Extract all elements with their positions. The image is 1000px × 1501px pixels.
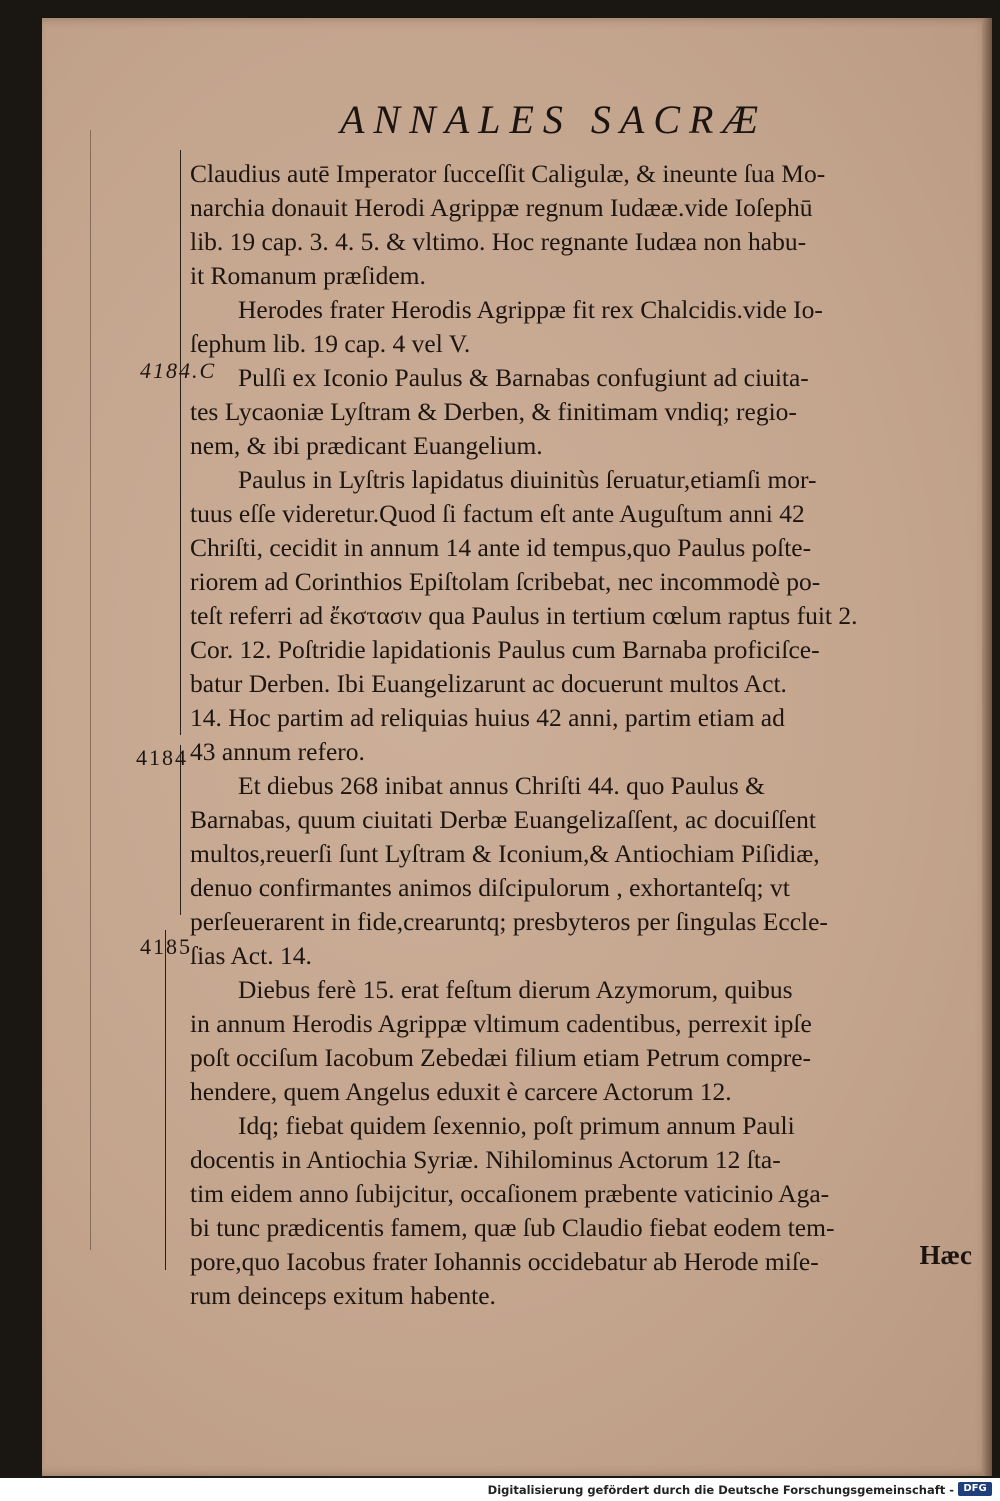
text-line: teſt referri ad ἔκστασιν qua Paulus in tertium cœlum raptus fuit 2. bbox=[190, 601, 858, 630]
text-line: ſephum lib. 19 cap. 4 vel V. bbox=[190, 329, 471, 358]
text-line: Barnabas, quum ciuitati Derbæ Euangelizaſſent, ac docuiſſent bbox=[190, 805, 816, 834]
text-line: rum deinceps exitum habente. bbox=[190, 1281, 496, 1310]
text-line: in annum Herodis Agrippæ vltimum cadentibus, perrexit ipſe bbox=[190, 1009, 812, 1038]
margin-rule bbox=[165, 930, 166, 1270]
text-line: hendere, quem Angelus eduxit è carcere Actorum 12. bbox=[190, 1077, 732, 1106]
text-line: batur Derben. Ibi Euangelizarunt ac docuerunt multos Act. bbox=[190, 669, 787, 698]
text-line: docentis in Antiochia Syriæ. Nihilominus Actorum 12 ſta- bbox=[190, 1145, 781, 1174]
running-head: ANNALES SACRÆ bbox=[340, 97, 768, 142]
text-line: Cor. 12. Poſtridie lapidationis Paulus cum Barnaba proficiſce- bbox=[190, 635, 820, 664]
footer-credit: Digitalisierung gefördert durch die Deutsche Forschungsgemeinschaft - bbox=[487, 1483, 954, 1497]
text-line: Chriſti, cecidit in annum 14 ante id tempus,quo Paulus poſte- bbox=[190, 533, 812, 562]
margin-rule bbox=[180, 150, 181, 735]
dfg-logo: DFG bbox=[958, 1482, 992, 1496]
text-line: tes Lycaoniæ Lyſtram & Derben, & finitimam vndiq; regio- bbox=[190, 397, 797, 426]
text-line: 14. Hoc partim ad reliquias huius 42 anni, partim etiam ad bbox=[190, 703, 785, 732]
text-line: multos,reuerſi ſunt Lyſtram & Iconium,& Antiochiam Piſidiæ, bbox=[190, 839, 820, 868]
text-line: tim eidem anno ſubijcitur, occaſionem præbente vaticinio Aga- bbox=[190, 1179, 830, 1208]
text-line: narchia donauit Herodi Agrippæ regnum Iudææ.vide Ioſephū bbox=[190, 193, 813, 222]
text-line: 43 annum refero. bbox=[190, 737, 365, 766]
margin-note-year: 4184.C bbox=[140, 358, 217, 383]
text-line: denuo confirmantes animos diſcipulorum , exhortanteſq; vt bbox=[190, 873, 790, 902]
text-line: pore,quo Iacobus frater Iohannis occidebatur ab Herode miſe- bbox=[190, 1247, 819, 1276]
text-line: it Romanum præſidem. bbox=[190, 261, 426, 290]
text-line: bi tunc prædicentis famem, quæ ſub Claudio fiebat eodem tem- bbox=[190, 1213, 835, 1242]
outer-margin-rule bbox=[90, 130, 91, 1250]
page-edge bbox=[982, 18, 992, 1476]
text-line: tuus eſſe videretur.Quod ſi factum eſt ante Auguſtum anni 42 bbox=[190, 499, 805, 528]
text-line: Claudius autē Imperator ſucceſſit Caligulæ, & ineunte ſua Mo- bbox=[190, 159, 826, 188]
text-line: Paulus in Lyſtris lapidatus diuinitùs ſeruatur,etiamſi mor- bbox=[238, 465, 817, 494]
text-line: perſeuerarent in fide,crearuntq; presbyteros per ſingulas Eccle- bbox=[190, 907, 828, 936]
text-line: Et diebus 268 inibat annus Chriſti 44. quo Paulus & bbox=[238, 771, 765, 800]
text-line: Diebus ferè 15. erat feſtum dierum Azymorum, quibus bbox=[238, 975, 793, 1004]
catchword: Hæc bbox=[919, 1240, 972, 1270]
text-line: riorem ad Corinthios Epiſtolam ſcribebat, nec incommodè po- bbox=[190, 567, 821, 596]
text-line: Pulſi ex Iconio Paulus & Barnabas confugiunt ad ciuita- bbox=[238, 363, 809, 392]
text-line: Herodes frater Herodis Agrippæ fit rex Chalcidis.vide Io- bbox=[238, 295, 823, 324]
text-line: ſias Act. 14. bbox=[190, 941, 312, 970]
text-line: nem, & ibi prædicant Euangelium. bbox=[190, 431, 543, 460]
body-text bbox=[190, 157, 935, 1313]
text-line: lib. 19 cap. 3. 4. 5. & vltimo. Hoc regnante Iudæa non habu- bbox=[190, 227, 807, 256]
text-line: Idq; fiebat quidem ſexennio, poſt primum annum Pauli bbox=[238, 1111, 795, 1140]
text-line: poſt occiſum Iacobum Zebedæi filium etiam Petrum compre- bbox=[190, 1043, 812, 1072]
margin-note-year: 4185 bbox=[140, 934, 192, 959]
margin-note-year: 4184 bbox=[136, 745, 188, 770]
